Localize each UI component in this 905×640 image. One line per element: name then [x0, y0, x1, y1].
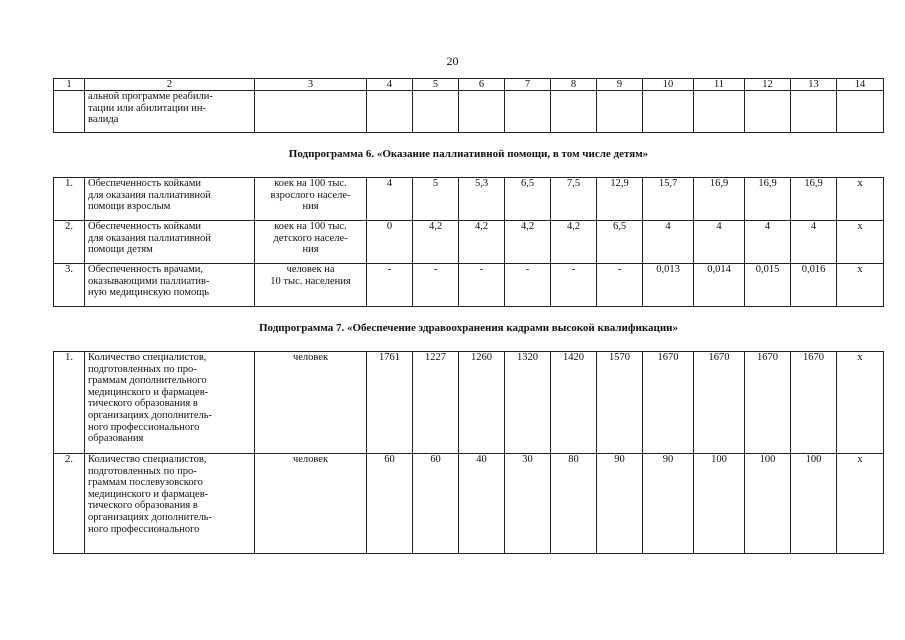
indicator-name — [85, 352, 255, 454]
column-number-row — [54, 79, 884, 91]
value-cell: 1420 — [551, 352, 597, 454]
value-cell: - — [459, 264, 505, 307]
value-cell — [413, 91, 459, 133]
indicator-name-line: медицинского и фармацев- — [88, 386, 209, 398]
value-cell: 1761 — [367, 352, 413, 454]
value-cell: 100 — [745, 454, 791, 554]
value-cell: 1670 — [643, 352, 694, 454]
unit-of-measure — [255, 91, 367, 133]
value-cell: 1670 — [694, 352, 745, 454]
table-row — [54, 454, 884, 554]
column-number: 9 — [597, 79, 643, 91]
table-row — [54, 178, 884, 221]
value-cell: 16,9 — [694, 178, 745, 221]
column-number: 7 — [505, 79, 551, 91]
row-number — [54, 91, 85, 133]
column-number: 2 — [85, 79, 255, 91]
unit-line: коек на 100 тыс. — [274, 221, 347, 232]
indicator-name-line: граммам послевузовского — [88, 477, 203, 489]
unit-line: 10 тыс. населения — [270, 275, 351, 287]
value-cell: 15,7 — [643, 178, 694, 221]
value-cell: - — [597, 264, 643, 307]
value-cell — [551, 91, 597, 133]
value-cell: 1570 — [597, 352, 643, 454]
value-cell — [643, 91, 694, 133]
value-cell: 80 — [551, 454, 597, 554]
last-column-cell: х — [837, 264, 884, 307]
table-row — [54, 91, 884, 133]
value-cell: 7,5 — [551, 178, 597, 221]
unit-line: взрослого населе- — [270, 189, 351, 201]
value-cell: 4,2 — [413, 221, 459, 264]
value-cell: - — [367, 264, 413, 307]
value-cell: 1670 — [791, 352, 837, 454]
subprogram-heading: Подпрограмма 6. «Оказание паллиативной помощи, в том числе детям» — [54, 133, 884, 178]
value-cell: 60 — [367, 454, 413, 554]
last-column-cell: х — [837, 454, 884, 554]
value-cell — [694, 91, 745, 133]
indicator-name-line: тации или абилитации ин- — [88, 102, 207, 114]
indicator-name-line: для оказания паллиативной — [88, 232, 211, 244]
value-cell: - — [505, 264, 551, 307]
last-column-cell: х — [837, 178, 884, 221]
value-cell: 4,2 — [551, 221, 597, 264]
indicator-name — [85, 91, 255, 133]
value-cell: 5 — [413, 178, 459, 221]
row-number: 2. — [54, 454, 85, 554]
value-cell — [597, 91, 643, 133]
unit-of-measure — [255, 178, 367, 221]
value-cell: 12,9 — [597, 178, 643, 221]
unit-of-measure — [255, 221, 367, 264]
value-cell: 4,2 — [459, 221, 505, 264]
value-cell — [745, 91, 791, 133]
indicator-name-line: ного профессионального — [88, 523, 200, 535]
value-cell: 0,013 — [643, 264, 694, 307]
unit-line: коек на 100 тыс. — [274, 178, 347, 189]
value-cell: 60 — [413, 454, 459, 554]
value-cell — [791, 91, 837, 133]
value-cell: 4 — [643, 221, 694, 264]
indicator-name — [85, 221, 255, 264]
indicator-name-line: медицинского и фармацев- — [88, 488, 209, 500]
value-cell: 90 — [597, 454, 643, 554]
column-number: 1 — [54, 79, 85, 91]
unit-line: детского населе- — [273, 232, 348, 244]
column-number: 8 — [551, 79, 597, 91]
indicator-name — [85, 178, 255, 221]
indicator-name-line: оказывающими паллиатив- — [88, 275, 210, 287]
table-row — [54, 352, 884, 454]
column-number: 11 — [694, 79, 745, 91]
unit-line: ния — [302, 201, 319, 213]
indicator-name-line: ную медицинскую помощь — [88, 287, 210, 299]
value-cell: 4 — [694, 221, 745, 264]
unit-line: человек — [292, 454, 329, 465]
value-cell: 6,5 — [597, 221, 643, 264]
subprogram-heading-row — [54, 307, 884, 352]
last-column-cell: х — [837, 352, 884, 454]
value-cell: 0,014 — [694, 264, 745, 307]
value-cell: 16,9 — [791, 178, 837, 221]
unit-line: человек на — [286, 264, 335, 275]
value-cell: 16,9 — [745, 178, 791, 221]
indicator-name-line: альной программе реабили- — [88, 91, 213, 102]
indicator-name-line: подготовленных по про- — [88, 363, 197, 375]
value-cell: 1320 — [505, 352, 551, 454]
indicator-name-line: Количество специалистов, — [88, 454, 207, 465]
indicator-name-line: образования — [88, 433, 144, 445]
value-cell: 6,5 — [505, 178, 551, 221]
value-cell: 1227 — [413, 352, 459, 454]
value-cell — [505, 91, 551, 133]
value-cell: 1670 — [745, 352, 791, 454]
unit-of-measure — [255, 352, 367, 454]
value-cell: 90 — [643, 454, 694, 554]
page-number: 20 — [446, 54, 459, 68]
table-row — [54, 221, 884, 264]
value-cell: 5,3 — [459, 178, 505, 221]
value-cell: 0,016 — [791, 264, 837, 307]
unit-line: человек — [292, 352, 329, 363]
column-number: 5 — [413, 79, 459, 91]
indicators-table — [53, 78, 884, 554]
unit-line: ния — [302, 244, 319, 256]
indicator-name-line: для оказания паллиативной — [88, 189, 211, 201]
column-number: 14 — [837, 79, 884, 91]
indicator-name-line: граммам дополнительного — [88, 375, 207, 387]
column-number: 12 — [745, 79, 791, 91]
column-number: 10 — [643, 79, 694, 91]
row-number: 3. — [54, 264, 85, 307]
value-cell: 0 — [367, 221, 413, 264]
last-column-cell: х — [837, 221, 884, 264]
column-number: 13 — [791, 79, 837, 91]
column-number: 6 — [459, 79, 505, 91]
row-number: 1. — [54, 352, 85, 454]
row-number: 1. — [54, 178, 85, 221]
table-row — [54, 264, 884, 307]
indicator-name-line: помощи детям — [88, 244, 153, 256]
indicator-name-line: тического образования в — [88, 398, 198, 410]
indicator-name-line: ного профессионального — [88, 421, 200, 433]
unit-of-measure — [255, 454, 367, 554]
indicator-name-line: Количество специалистов, — [88, 352, 207, 363]
value-cell: 100 — [694, 454, 745, 554]
indicator-name-line: валида — [88, 114, 119, 126]
value-cell: 4 — [367, 178, 413, 221]
value-cell: 1260 — [459, 352, 505, 454]
last-column-cell — [837, 91, 884, 133]
value-cell — [367, 91, 413, 133]
indicator-name-line: организациях дополнитель- — [88, 409, 213, 421]
subprogram-heading: Подпрограмма 7. «Обеспечение здравоохранения кадрами высокой квалификации» — [54, 307, 884, 352]
column-number: 4 — [367, 79, 413, 91]
value-cell: 30 — [505, 454, 551, 554]
unit-of-measure — [255, 264, 367, 307]
value-cell: 0,015 — [745, 264, 791, 307]
row-number: 2. — [54, 221, 85, 264]
indicator-name — [85, 454, 255, 554]
value-cell — [459, 91, 505, 133]
column-number: 3 — [255, 79, 367, 91]
indicator-name — [85, 264, 255, 307]
indicator-name-line: Обеспеченность койками — [88, 178, 202, 189]
value-cell: 40 — [459, 454, 505, 554]
value-cell: - — [413, 264, 459, 307]
indicator-name-line: тического образования в — [88, 500, 198, 512]
subprogram-heading-row — [54, 133, 884, 178]
value-cell: - — [551, 264, 597, 307]
indicator-name-line: помощи взрослым — [88, 201, 171, 213]
indicator-name-line: организациях дополнитель- — [88, 511, 213, 523]
value-cell: 4,2 — [505, 221, 551, 264]
indicator-name-line: Обеспеченность койками — [88, 221, 202, 232]
value-cell: 4 — [791, 221, 837, 264]
value-cell: 100 — [791, 454, 837, 554]
indicator-name-line: подготовленных по про- — [88, 465, 197, 477]
value-cell: 4 — [745, 221, 791, 264]
indicator-name-line: Обеспеченность врачами, — [88, 264, 204, 275]
